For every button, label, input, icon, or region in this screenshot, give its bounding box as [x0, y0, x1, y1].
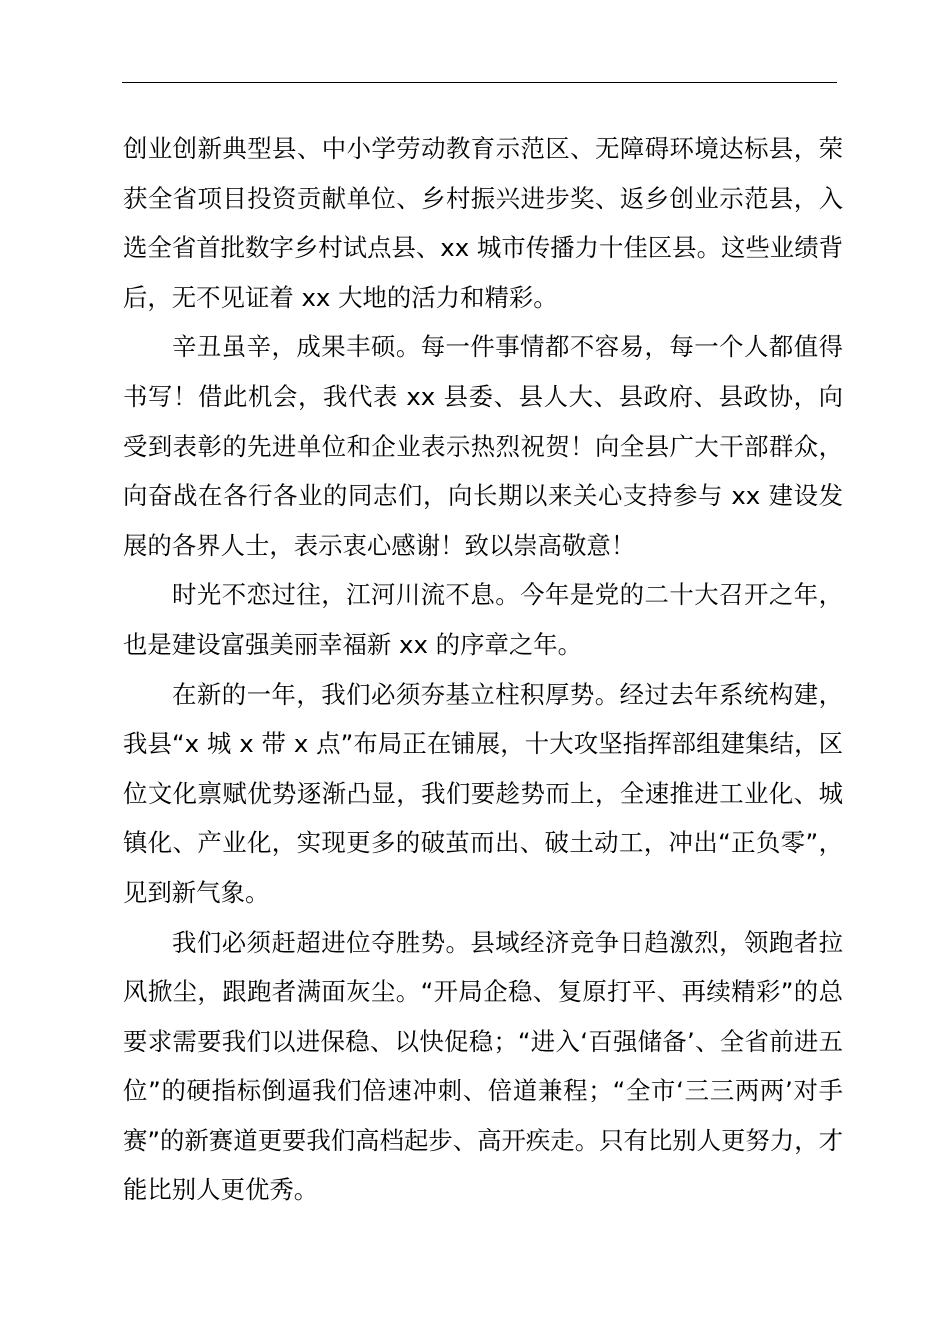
- paragraph-3: 时光不恋过往，江河川流不息。今年是党的二十大召开之年，也是建设富强美丽幸福新 xx 的序章之年。: [123, 580, 843, 659]
- paragraph-1: 创业创新典型县、中小学劳动教育示范区、无障碍环境达标县，荣获全省项目投资贡献单位、乡村振兴进步奖、返乡创业示范县，入选全省首批数字乡村试点县、xx 城市传播力十佳区县。这些业绩背后，无不见证着 xx 大地的活力和精彩。: [123, 134, 843, 312]
- document-body: [123, 124, 843, 1215]
- paragraph-5: 我们必须赶超进位夺胜势。县域经济竞争日趋激烈，领跑者拉风掀尘，跟跑者满面灰尘。“开局企稳、复原打平、再续精彩”的总要求需要我们以进保稳、以快促稳；“进入‘百强储备’、全省前进五位”的硬指标倒逼我们倍速冲刺、倍道兼程；“全市‘三三两两’对手赛”的新赛道更要我们高档起步、高开疾走。只有比别人更努力，才能比别人更优秀。: [123, 927, 843, 1205]
- header-rule: [122, 82, 837, 83]
- paragraph-4: 在新的一年，我们必须夯基立柱积厚势。经过去年系统构建，我县“x 城 x 带 x 点”布局正在铺展，十大攻坚指挥部组建集结，区位文化禀赋优势逐渐凸显，我们要趁势而上，全速推进工业化、城镇化、产业化，实现更多的破茧而出、破土动工，冲出“正负零”，见到新气象。: [123, 679, 843, 907]
- paragraph-2: 辛丑虽辛，成果丰硕。每一件事情都不容易，每一个人都值得书写！借此机会，我代表 xx 县委、县人大、县政府、县政协，向受到表彰的先进单位和企业表示热烈祝贺！向全县广大干部群众，向奋战在各行各业的同志们，向长期以来关心支持参与 xx 建设发展的各界人士，表示衷心感谢！致以崇高敬意！: [123, 332, 843, 560]
